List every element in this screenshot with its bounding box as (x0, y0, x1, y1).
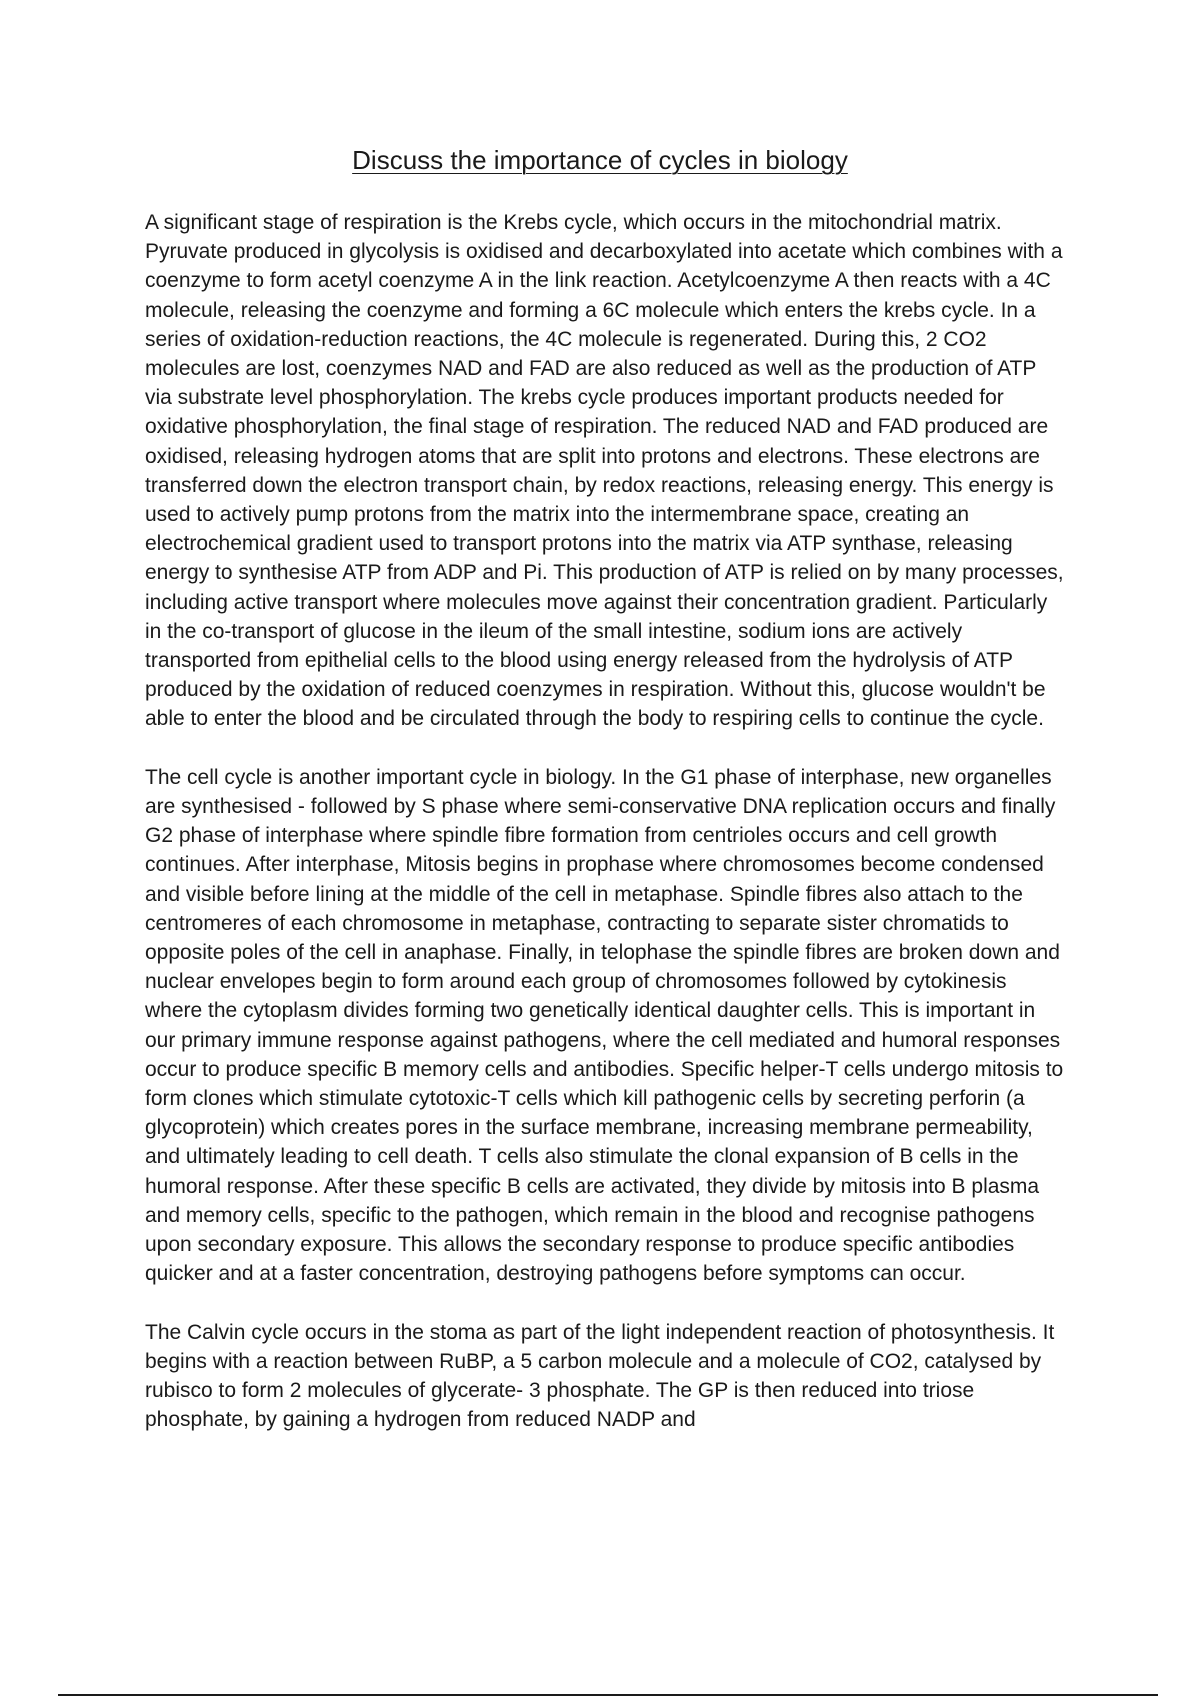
document-body (145, 208, 1065, 1464)
paragraph-cell-cycle: The cell cycle is another important cycle in biology. In the G1 phase of interphase, new organelles are synthesised - followed by S phase where semi-conservative DNA replication occurs and finally G2 phase of interphase where spindle fibre formation from centrioles occurs and cell growth continues. After interphase, Mitosis begins in prophase where chromosomes become condensed and visible before lining at the middle of the cell in metaphase. Spindle fibres also attach to the centromeres of each chromosome in metaphase, contracting to separate sister chromatids to opposite poles of the cell in anaphase. Finally, in telophase the spindle fibres are broken down and nuclear envelopes begin to form around each group of chromosomes followed by cytokinesis where the cytoplasm divides forming two genetically identical daughter cells. This is important in our primary immune response against pathogens, where the cell mediated and humoral responses occur to produce specific B memory cells and antibodies. Specific helper-T cells undergo mitosis to form clones which stimulate cytotoxic-T cells which kill pathogenic cells by secreting perforin (a glycoprotein) which creates pores in the surface membrane, increasing membrane permeability, and ultimately leading to cell death. T cells also stimulate the clonal expansion of B cells in the humoral response. After these specific B cells are activated, they divide by mitosis into B plasma and memory cells, specific to the pathogen, which remain in the blood and recognise pathogens upon secondary exposure. This allows the secondary response to produce specific antibodies quicker and at a faster concentration, destroying pathogens before symptoms can occur. (145, 765, 1064, 1286)
paragraph-calvin-cycle: The Calvin cycle occurs in the stoma as part of the light independent reaction of photosynthesis. It begins with a reaction between RuBP, a 5 carbon molecule and a molecule of CO2, catalysed by rubisco to form 2 molecules of glycerate- 3 phosphate. The GP is then reduced into triose phosphate, by gaining a hydrogen from reduced NADP and (145, 1320, 1055, 1432)
page-bottom-divider (58, 1694, 1158, 1696)
document-title: Discuss the importance of cycles in biology (352, 145, 848, 175)
paragraph-krebs-cycle: A significant stage of respiration is the Krebs cycle, which occurs in the mitochondrial matrix. Pyruvate produced in glycolysis is oxidised and decarboxylated into acetate which combines with a coenzyme to form acetyl coenzyme A in the link reaction. Acetylcoenzyme A then reacts with a 4C molecule, releasing the coenzyme and forming a 6C molecule which enters the krebs cycle. In a series of oxidation-reduction reactions, the 4C molecule is regenerated. During this, 2 CO2 molecules are lost, coenzymes NAD and FAD are also reduced as well as the production of ATP via substrate level phosphorylation. The krebs cycle produces important products needed for oxidative phosphorylation, the final stage of respiration. The reduced NAD and FAD produced are oxidised, releasing hydrogen atoms that are split into protons and electrons. These electrons are transferred down the electron transport chain, by redox reactions, releasing energy. This energy is used to actively pump protons from the matrix into the intermembrane space, creating an electrochemical gradient used to transport protons into the matrix via ATP synthase, releasing energy to synthesise ATP from ADP and Pi. This production of ATP is relied on by many processes, including active transport where molecules move against their concentration gradient. Particularly in the co-transport of glucose in the ileum of the small intestine, sodium ions are actively transported from epithelial cells to the blood using energy released from the hydrolysis of ATP produced by the oxidation of reduced coenzymes in respiration. Without this, glucose wouldn't be able to enter the blood and be circulated through the body to respiring cells to continue the cycle. (145, 211, 1064, 731)
